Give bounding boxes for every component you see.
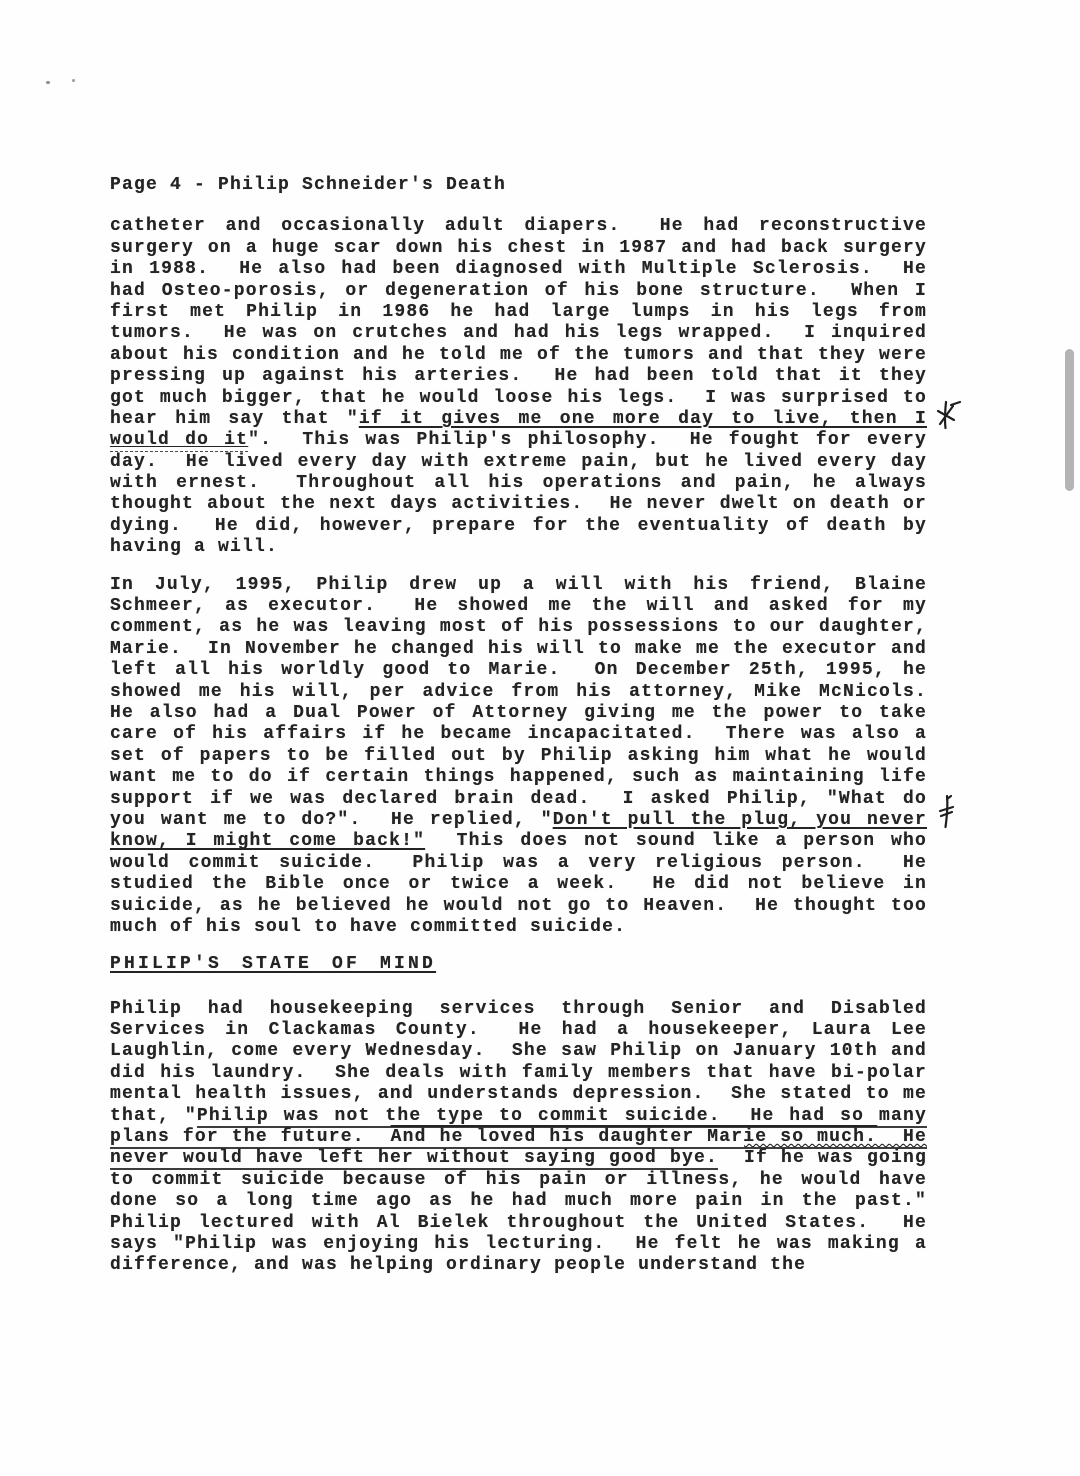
text-line: about his condition and he told me of the tumors and that they were [110,344,927,365]
text-line: would do it". This was Philip's philosophy. He fought for every [110,430,927,451]
text-line: did his laundry. She deals with family members that have bi-polar [110,1062,927,1083]
underlined-text: And he loved his daughter Marie so much. [390,1127,878,1148]
scan-speck [46,81,50,84]
paragraph [110,216,927,558]
section-heading-text: PHILIP'S STATE OF MIND [110,954,437,975]
text-line: having a will. [110,537,279,558]
text-line: in 1988. He also had been diagnosed with Multiple Sclerosis. He [110,259,927,280]
text-line: day. He lived every day with extreme pain, but he lived every day [110,451,927,472]
text-line: dying. He did, however, prepare for the eventuality of death by [110,515,927,536]
paragraph [110,575,927,939]
handwritten-asterisk-icon [938,794,956,830]
text-line: Philip had housekeeping services through Senior and Disabled [110,998,927,1019]
text-line: done so a long time ago as he had much more pain in the past." [110,1191,927,1212]
text-line: Philip lectured with Al Bielek throughout the United States. He [110,1212,927,1233]
text-line: had Osteo-porosis, or degeneration of his bone structure. When I [110,280,927,301]
text-line: Schmeer, as executor. He showed me the will and asked for my [110,596,927,617]
text-line: that, "Philip was not the type to commit suicide. He had so many [110,1105,927,1126]
text-line: showed me his will, per advice from his attorney, Mike McNicols. [110,681,927,702]
underlined-text: know, I might come back!" [110,831,426,852]
text-line: set of papers to be filled out by Philip asking him what he would [110,745,927,766]
text-line [110,1127,927,1148]
text-line: know, I might come back!" This does not sound like a person who [110,831,927,852]
text-line: studied the Bible once or twice a week. He did not believe in [110,874,927,895]
text-line: Marie. In November he changed his will to make me the executor and [110,638,927,659]
text-line: mental health issues, and understands depression. She stated to me [110,1084,927,1105]
page-header-text: Page 4 - Philip Schneider's Death [110,175,507,195]
text-line: catheter and occasionally adult diapers. He had reconstructive [110,216,927,237]
underlined-text: if it gives me one more day to live, then I [358,408,927,429]
paragraph [110,999,927,1277]
page-header [110,175,927,196]
text-line: tumors. He was on crutches and had his legs wrapped. I inquired [110,323,927,344]
text-line: Laughlin, come every Wednesday. She saw Philip on January 10th and [110,1041,927,1062]
text-line: left all his worldly good to Marie. On December 25th, 1995, he [110,660,927,681]
underlined-text: would do it [110,430,249,451]
text-line: In July, 1995, Philip drew up a will with his friend, Blaine [110,574,927,595]
underlined-text: If he was going [744,1148,927,1169]
text-line: much of his soul to have committed suicide. [110,916,627,937]
text-line: He also had a Dual Power of Attorney giving me the power to take [110,703,927,723]
text-line: with ernest. Throughout all his operations and pain, he always [110,473,927,494]
text-line: says "Philip was enjoying his lecturing. He felt he was making a [110,1234,927,1254]
text-body [110,216,927,1276]
text-line: you want me to do?". He replied, "Don't pull the plug, you never [110,809,928,830]
underlined-text: never would have left her without saying good bye. [110,1148,719,1169]
text-line: support if we was declared brain dead. I asked Philip, "What do [110,788,927,809]
text-line: first met Philip in 1986 he had large lumps in his legs from [110,301,927,322]
text-line: comment, as he was leaving most of his possessions to our daughter, [110,617,927,638]
text-line: to commit suicide because of his pain or illness, he would have [110,1169,927,1190]
text-line: Services in Clackamas County. He had a housekeeper, Laura Lee [110,1020,927,1041]
text-line: care of his affairs if he became incapacitated. There was also a [110,724,927,745]
text-line: hear him say that "if it gives me one more day to live, then I [110,408,927,429]
text-column [110,175,927,1293]
section-heading [110,954,927,975]
text-line: got much bigger, that he would loose his legs. I was surprised to [110,387,927,408]
underlined-text: Philip was not the type to commit suicide. He had so many [196,1105,927,1126]
scan-speck [72,79,75,82]
text-line: suicide, as he believed he would not go to Heaven. He thought too [110,895,927,916]
text-line: want me to do if certain things happened, such as maintaining life [110,767,927,788]
underlined-text: Don't pull the plug, you never [552,809,928,830]
underlined-text: He [877,1127,927,1148]
text-line: difference, and was helping ordinary people understand the [110,1255,807,1276]
text-line [110,1148,927,1169]
scrollbar-thumb[interactable] [1065,349,1074,491]
text-line: thought about the next days activities. He never dwelt on death or [110,494,927,515]
text-line: would commit suicide. Philip was a very religious person. He [110,852,927,873]
underlined-text: plans for the future. [110,1127,391,1148]
text-line: surgery on a huge scar down his chest in 1987 and had back surgery [110,237,927,258]
text-line: pressing up against his arteries. He had been told that it they [110,366,927,387]
handwritten-asterisk-icon [934,398,962,432]
